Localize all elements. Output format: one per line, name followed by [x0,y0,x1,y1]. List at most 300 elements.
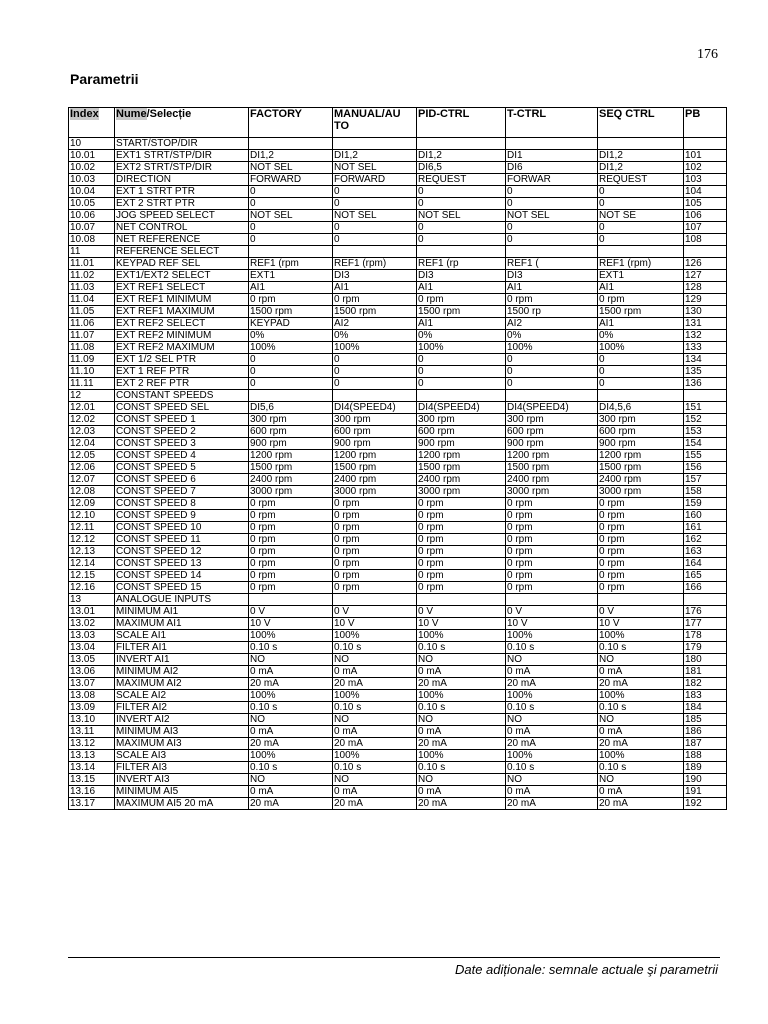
cell-t-ctrl: 3000 rpm [506,486,598,498]
cell-pid-ctrl: REQUEST [417,174,506,186]
cell-name: EXT1 STRT/STP/DIR [115,150,249,162]
cell-seq-ctrl: 3000 rpm [598,486,684,498]
cell-seq-ctrl: NO [598,714,684,726]
cell-pb: 191 [684,786,727,798]
cell-name: FILTER AI1 [115,642,249,654]
cell-t-ctrl: 1500 rpm [506,462,598,474]
cell-factory: REF1 (rpm [249,258,333,270]
cell-seq-ctrl [598,594,684,606]
cell-factory: 0 rpm [249,498,333,510]
cell-seq-ctrl: 0 rpm [598,546,684,558]
cell-manual-auto: 0 mA [333,786,417,798]
cell-index: 10.05 [69,198,115,210]
cell-manual-auto [333,594,417,606]
cell-manual-auto: DI3 [333,270,417,282]
cell-factory: 0 [249,354,333,366]
cell-t-ctrl: 100% [506,750,598,762]
cell-pid-ctrl: DI6,5 [417,162,506,174]
cell-t-ctrl: 20 mA [506,738,598,750]
cell-index: 11.09 [69,354,115,366]
header-index [69,108,115,138]
cell-seq-ctrl: 0 rpm [598,570,684,582]
cell-index: 13.13 [69,750,115,762]
cell-pid-ctrl: 0 [417,222,506,234]
cell-t-ctrl: 0.10 s [506,702,598,714]
cell-name: EXT 2 REF PTR [115,378,249,390]
cell-factory: 100% [249,630,333,642]
header-pb: PB [684,108,727,138]
cell-pb: 106 [684,210,727,222]
cell-manual-auto: NO [333,774,417,786]
cell-factory: 0.10 s [249,702,333,714]
cell-name: START/STOP/DIR [115,138,249,150]
cell-pb: 176 [684,606,727,618]
cell-name: MINIMUM AI1 [115,606,249,618]
cell-manual-auto: 0 rpm [333,294,417,306]
cell-seq-ctrl: 600 rpm [598,426,684,438]
cell-index: 13.10 [69,714,115,726]
cell-seq-ctrl: 0.10 s [598,702,684,714]
cell-pb: 183 [684,690,727,702]
cell-index: 13.08 [69,690,115,702]
table-row [69,510,727,522]
cell-t-ctrl: 0 rpm [506,558,598,570]
table-header-row [69,108,727,138]
cell-pid-ctrl: 20 mA [417,798,506,810]
cell-factory: NO [249,654,333,666]
cell-factory: 0 V [249,606,333,618]
cell-manual-auto: 0 [333,222,417,234]
table-row [69,390,727,402]
cell-name: JOG SPEED SELECT [115,210,249,222]
table-row [69,738,727,750]
cell-name: SCALE AI2 [115,690,249,702]
cell-seq-ctrl: 0 V [598,606,684,618]
cell-pid-ctrl: 0 [417,186,506,198]
table-row [69,414,727,426]
cell-pb: 156 [684,462,727,474]
cell-pid-ctrl [417,594,506,606]
cell-name: CONST SPEED 3 [115,438,249,450]
cell-manual-auto: 0 rpm [333,498,417,510]
table-row [69,198,727,210]
cell-pb: 132 [684,330,727,342]
cell-name: NET REFERENCE [115,234,249,246]
cell-t-ctrl: DI6 [506,162,598,174]
cell-pid-ctrl: 0 V [417,606,506,618]
cell-seq-ctrl: 0% [598,330,684,342]
cell-index: 13.07 [69,678,115,690]
table-row [69,798,727,810]
cell-name: EXT 1/2 SEL PTR [115,354,249,366]
cell-t-ctrl: AI2 [506,318,598,330]
cell-manual-auto: 0 rpm [333,510,417,522]
cell-manual-auto: 0 [333,186,417,198]
cell-factory: 10 V [249,618,333,630]
cell-seq-ctrl: 100% [598,750,684,762]
cell-pb: 161 [684,522,727,534]
table-row [69,762,727,774]
cell-index: 10.06 [69,210,115,222]
cell-pid-ctrl: 300 rpm [417,414,506,426]
header-factory: FACTORY [249,108,333,138]
cell-name: INVERT AI1 [115,654,249,666]
cell-index: 10 [69,138,115,150]
cell-name: KEYPAD REF SEL [115,258,249,270]
cell-factory: 0 [249,186,333,198]
cell-pb: 158 [684,486,727,498]
cell-name: SCALE AI3 [115,750,249,762]
cell-manual-auto: FORWARD [333,174,417,186]
cell-seq-ctrl: 1500 rpm [598,462,684,474]
cell-pb: 107 [684,222,727,234]
cell-name: EXT 1 REF PTR [115,366,249,378]
cell-t-ctrl: 100% [506,342,598,354]
cell-pid-ctrl: 3000 rpm [417,486,506,498]
cell-index: 11.01 [69,258,115,270]
table-row [69,534,727,546]
cell-manual-auto: 0 rpm [333,582,417,594]
cell-factory: 0 rpm [249,582,333,594]
table-row [69,258,727,270]
header-seq-ctrl: SEQ CTRL [598,108,684,138]
cell-index: 12.14 [69,558,115,570]
cell-manual-auto: 0 [333,366,417,378]
cell-t-ctrl: REF1 ( [506,258,598,270]
cell-manual-auto: 0 V [333,606,417,618]
cell-pid-ctrl: 0.10 s [417,702,506,714]
table-row [69,666,727,678]
cell-manual-auto: 20 mA [333,678,417,690]
table-row [69,306,727,318]
footer-caption: Date adiționale: semnale actuale şi parametrii [454,962,718,977]
cell-pb [684,246,727,258]
table-row [69,570,727,582]
cell-pid-ctrl: NO [417,654,506,666]
cell-manual-auto: 0 [333,354,417,366]
cell-pb: 184 [684,702,727,714]
cell-index: 12.05 [69,450,115,462]
cell-name: EXT1/EXT2 SELECT [115,270,249,282]
cell-seq-ctrl: 0 mA [598,786,684,798]
cell-pid-ctrl: 1500 rpm [417,462,506,474]
cell-t-ctrl: 300 rpm [506,414,598,426]
cell-pb: 177 [684,618,727,630]
cell-seq-ctrl: 1500 rpm [598,306,684,318]
cell-manual-auto: 0 [333,378,417,390]
cell-index: 10.03 [69,174,115,186]
cell-manual-auto: 20 mA [333,738,417,750]
cell-manual-auto: 0.10 s [333,642,417,654]
cell-seq-ctrl: 0 mA [598,726,684,738]
cell-index: 13.16 [69,786,115,798]
cell-t-ctrl [506,390,598,402]
cell-pid-ctrl: 0 [417,366,506,378]
cell-index: 13.01 [69,606,115,618]
table-row [69,150,727,162]
cell-factory: 0% [249,330,333,342]
cell-seq-ctrl: 0 rpm [598,582,684,594]
cell-name: CONST SPEED 15 [115,582,249,594]
cell-seq-ctrl: 100% [598,690,684,702]
cell-manual-auto: 1500 rpm [333,462,417,474]
cell-name: EXT REF1 SELECT [115,282,249,294]
cell-pid-ctrl: NO [417,714,506,726]
cell-manual-auto: 0 mA [333,666,417,678]
cell-factory: DI1,2 [249,150,333,162]
cell-pb: 104 [684,186,727,198]
cell-pb: 162 [684,534,727,546]
cell-t-ctrl: 2400 rpm [506,474,598,486]
cell-pid-ctrl: REF1 (rp [417,258,506,270]
cell-pb: 133 [684,342,727,354]
cell-factory: 0 rpm [249,570,333,582]
cell-t-ctrl: 10 V [506,618,598,630]
cell-manual-auto: 300 rpm [333,414,417,426]
table-row [69,546,727,558]
cell-factory: 0 mA [249,786,333,798]
header-index-label: Index [70,108,99,120]
cell-name: CONST SPEED 12 [115,546,249,558]
cell-index: 11.10 [69,366,115,378]
cell-seq-ctrl: 0 [598,354,684,366]
cell-name: CONST SPEED 13 [115,558,249,570]
cell-seq-ctrl: 300 rpm [598,414,684,426]
cell-name: EXT REF2 SELECT [115,318,249,330]
cell-pid-ctrl: 10 V [417,618,506,630]
cell-t-ctrl: 0 [506,186,598,198]
cell-manual-auto: 20 mA [333,798,417,810]
cell-pid-ctrl: 0 rpm [417,570,506,582]
cell-factory: 100% [249,690,333,702]
cell-manual-auto: 0% [333,330,417,342]
cell-factory: 1200 rpm [249,450,333,462]
cell-index: 10.08 [69,234,115,246]
cell-manual-auto: NO [333,714,417,726]
table-row [69,558,727,570]
cell-seq-ctrl: 100% [598,630,684,642]
cell-index: 12 [69,390,115,402]
cell-index: 11.07 [69,330,115,342]
cell-pid-ctrl: 0 rpm [417,534,506,546]
table-row [69,750,727,762]
cell-seq-ctrl: 0 rpm [598,558,684,570]
cell-t-ctrl: 20 mA [506,678,598,690]
cell-seq-ctrl: DI4,5,6 [598,402,684,414]
cell-pid-ctrl: 0% [417,330,506,342]
cell-pb: 152 [684,414,727,426]
cell-pid-ctrl: AI1 [417,282,506,294]
table-row [69,486,727,498]
cell-pid-ctrl: NOT SEL [417,210,506,222]
cell-pb: 182 [684,678,727,690]
table-row [69,426,727,438]
cell-name: FILTER AI3 [115,762,249,774]
cell-index: 11.03 [69,282,115,294]
cell-pb: 102 [684,162,727,174]
cell-t-ctrl: 0 mA [506,666,598,678]
header-manual-auto: MANUAL/AU TO [333,108,417,138]
cell-pb: 151 [684,402,727,414]
cell-pb: 131 [684,318,727,330]
cell-pb: 179 [684,642,727,654]
cell-index: 12.15 [69,570,115,582]
cell-index: 13.04 [69,642,115,654]
cell-t-ctrl: 0 rpm [506,534,598,546]
cell-index: 13.14 [69,762,115,774]
cell-pb: 157 [684,474,727,486]
cell-name: CONST SPEED 9 [115,510,249,522]
cell-manual-auto: AI2 [333,318,417,330]
cell-pid-ctrl: 100% [417,630,506,642]
cell-pb: 178 [684,630,727,642]
cell-factory: 0 rpm [249,510,333,522]
cell-factory: 900 rpm [249,438,333,450]
cell-name: CONST SPEED SEL [115,402,249,414]
cell-t-ctrl: 0 [506,198,598,210]
cell-factory: KEYPAD [249,318,333,330]
cell-seq-ctrl: 900 rpm [598,438,684,450]
cell-index: 12.11 [69,522,115,534]
cell-pid-ctrl: AI1 [417,318,506,330]
cell-manual-auto: 0 rpm [333,546,417,558]
table-row [69,366,727,378]
cell-pid-ctrl: 0 rpm [417,294,506,306]
cell-name: EXT REF2 MAXIMUM [115,342,249,354]
cell-index: 10.01 [69,150,115,162]
cell-index: 12.08 [69,486,115,498]
cell-name: REFERENCE SELECT [115,246,249,258]
cell-t-ctrl: 900 rpm [506,438,598,450]
cell-pid-ctrl: 900 rpm [417,438,506,450]
cell-pb: 190 [684,774,727,786]
cell-pid-ctrl: 0 [417,198,506,210]
cell-seq-ctrl: 20 mA [598,678,684,690]
cell-pb: 185 [684,714,727,726]
table-row [69,282,727,294]
table-row [69,294,727,306]
cell-manual-auto: 600 rpm [333,426,417,438]
cell-name: CONST SPEED 4 [115,450,249,462]
cell-t-ctrl: NO [506,774,598,786]
cell-name: MINIMUM AI2 [115,666,249,678]
cell-pid-ctrl [417,246,506,258]
cell-manual-auto: 0.10 s [333,702,417,714]
cell-manual-auto: 0 mA [333,726,417,738]
cell-manual-auto: 0 [333,198,417,210]
cell-pid-ctrl: 1200 rpm [417,450,506,462]
cell-name: MINIMUM AI3 [115,726,249,738]
cell-seq-ctrl: 0 [598,222,684,234]
cell-t-ctrl: 0 [506,234,598,246]
cell-factory: NOT SEL [249,162,333,174]
cell-t-ctrl: 1200 rpm [506,450,598,462]
cell-index: 12.04 [69,438,115,450]
cell-t-ctrl: DI1 [506,150,598,162]
cell-t-ctrl: AI1 [506,282,598,294]
table-row [69,642,727,654]
cell-pb: 154 [684,438,727,450]
cell-manual-auto: 2400 rpm [333,474,417,486]
cell-pb: 130 [684,306,727,318]
cell-factory: DI5,6 [249,402,333,414]
cell-name: EXT REF1 MAXIMUM [115,306,249,318]
cell-manual-auto [333,246,417,258]
cell-manual-auto: 0 rpm [333,558,417,570]
cell-factory [249,246,333,258]
cell-pid-ctrl: 600 rpm [417,426,506,438]
cell-factory: 600 rpm [249,426,333,438]
cell-pid-ctrl: DI4(SPEED4) [417,402,506,414]
cell-seq-ctrl [598,390,684,402]
cell-seq-ctrl: REF1 (rpm) [598,258,684,270]
cell-pb: 164 [684,558,727,570]
cell-pb: 166 [684,582,727,594]
cell-seq-ctrl: 0 [598,198,684,210]
header-selection-label: /Selecție [146,108,192,120]
cell-name: EXT2 STRT/STP/DIR [115,162,249,174]
cell-t-ctrl: 0 [506,222,598,234]
parameter-table [68,107,727,810]
cell-t-ctrl: 100% [506,630,598,642]
table-row [69,702,727,714]
cell-t-ctrl: 100% [506,690,598,702]
table-row [69,378,727,390]
cell-t-ctrl: 0 [506,366,598,378]
cell-index: 12.16 [69,582,115,594]
table-row [69,474,727,486]
cell-manual-auto: 100% [333,690,417,702]
cell-index: 11.05 [69,306,115,318]
cell-name: SCALE AI1 [115,630,249,642]
cell-name: MAXIMUM AI2 [115,678,249,690]
cell-pb: 153 [684,426,727,438]
table-row [69,138,727,150]
cell-factory: NOT SEL [249,210,333,222]
cell-seq-ctrl: 20 mA [598,738,684,750]
cell-factory: 100% [249,750,333,762]
cell-factory: 1500 rpm [249,462,333,474]
cell-pid-ctrl: DI3 [417,270,506,282]
cell-t-ctrl: NO [506,654,598,666]
cell-seq-ctrl: 0 [598,186,684,198]
cell-seq-ctrl: 0.10 s [598,642,684,654]
table-row [69,438,727,450]
cell-pid-ctrl: 0 rpm [417,582,506,594]
cell-pid-ctrl: 100% [417,342,506,354]
table-row [69,630,727,642]
cell-pid-ctrl: NO [417,774,506,786]
cell-manual-auto: 100% [333,342,417,354]
cell-t-ctrl: 0 mA [506,726,598,738]
header-name [115,108,249,138]
cell-manual-auto: 100% [333,750,417,762]
cell-t-ctrl: DI3 [506,270,598,282]
cell-pid-ctrl: 100% [417,750,506,762]
cell-pid-ctrl: 100% [417,690,506,702]
table-row [69,522,727,534]
cell-pb: 136 [684,378,727,390]
cell-factory [249,594,333,606]
cell-name: CONST SPEED 7 [115,486,249,498]
cell-name: ANALOGUE INPUTS [115,594,249,606]
cell-pb: 192 [684,798,727,810]
cell-name: CONST SPEED 5 [115,462,249,474]
section-title: Parametrii [70,71,139,87]
table-row [69,246,727,258]
cell-t-ctrl: 600 rpm [506,426,598,438]
cell-manual-auto: 900 rpm [333,438,417,450]
